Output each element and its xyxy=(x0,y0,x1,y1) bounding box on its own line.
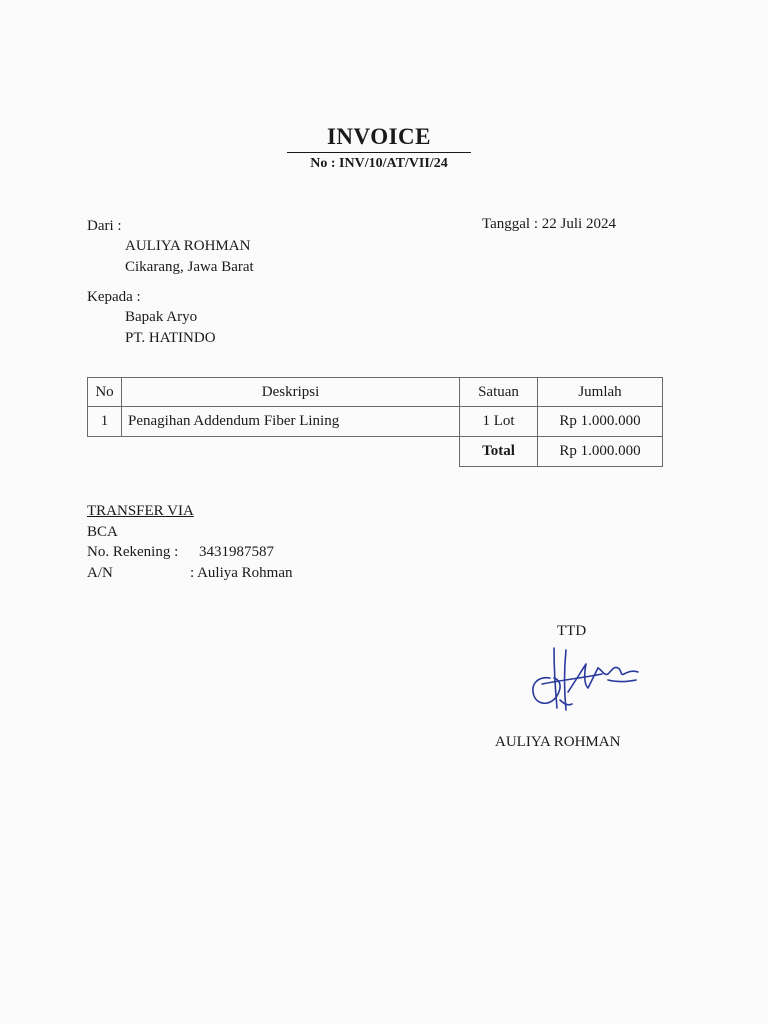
holder-name: : Auliya Rohman xyxy=(190,565,293,581)
invoice-title: INVOICE xyxy=(326,124,431,149)
recipient-company: PT. HATINDO xyxy=(125,330,216,346)
row-no: 1 xyxy=(88,407,122,437)
title-underline xyxy=(287,152,471,153)
blank-cell xyxy=(88,437,122,467)
sender-address: Cikarang, Jawa Barat xyxy=(125,259,254,275)
header-unit: Satuan xyxy=(460,378,538,407)
blank-cell xyxy=(122,437,460,467)
signer-name: AULIYA ROHMAN xyxy=(495,734,621,750)
row-amount: Rp 1.000.000 xyxy=(538,407,663,437)
row-unit: 1 Lot xyxy=(460,407,538,437)
invoice-number: No : INV/10/AT/VII/24 xyxy=(310,156,448,171)
invoice-date: Tanggal : 22 Juli 2024 xyxy=(482,216,616,232)
sender-name: AULIYA ROHMAN xyxy=(125,238,251,254)
header-description: Deskripsi xyxy=(122,378,460,407)
total-label: Total xyxy=(460,437,538,467)
payment-bank: BCA xyxy=(87,524,118,540)
holder-label: A/N xyxy=(87,565,113,581)
total-row xyxy=(88,437,663,467)
account-number: 3431987587 xyxy=(199,544,274,560)
table-header-row xyxy=(88,378,663,407)
recipient-label: Kepada : xyxy=(87,289,141,305)
header-amount: Jumlah xyxy=(538,378,663,407)
recipient-name: Bapak Aryo xyxy=(125,309,198,325)
account-label: No. Rekening : xyxy=(87,544,179,560)
signature-label: TTD xyxy=(557,623,587,639)
row-description: Penagihan Addendum Fiber Lining xyxy=(122,407,460,437)
signature-image xyxy=(524,640,646,716)
total-amount: Rp 1.000.000 xyxy=(538,437,663,467)
items-table xyxy=(87,377,663,467)
payment-heading: TRANSFER VIA xyxy=(87,503,194,519)
header-no: No xyxy=(88,378,122,407)
table-row xyxy=(88,407,663,437)
signature-icon xyxy=(524,640,646,716)
sender-label: Dari : xyxy=(87,218,122,234)
